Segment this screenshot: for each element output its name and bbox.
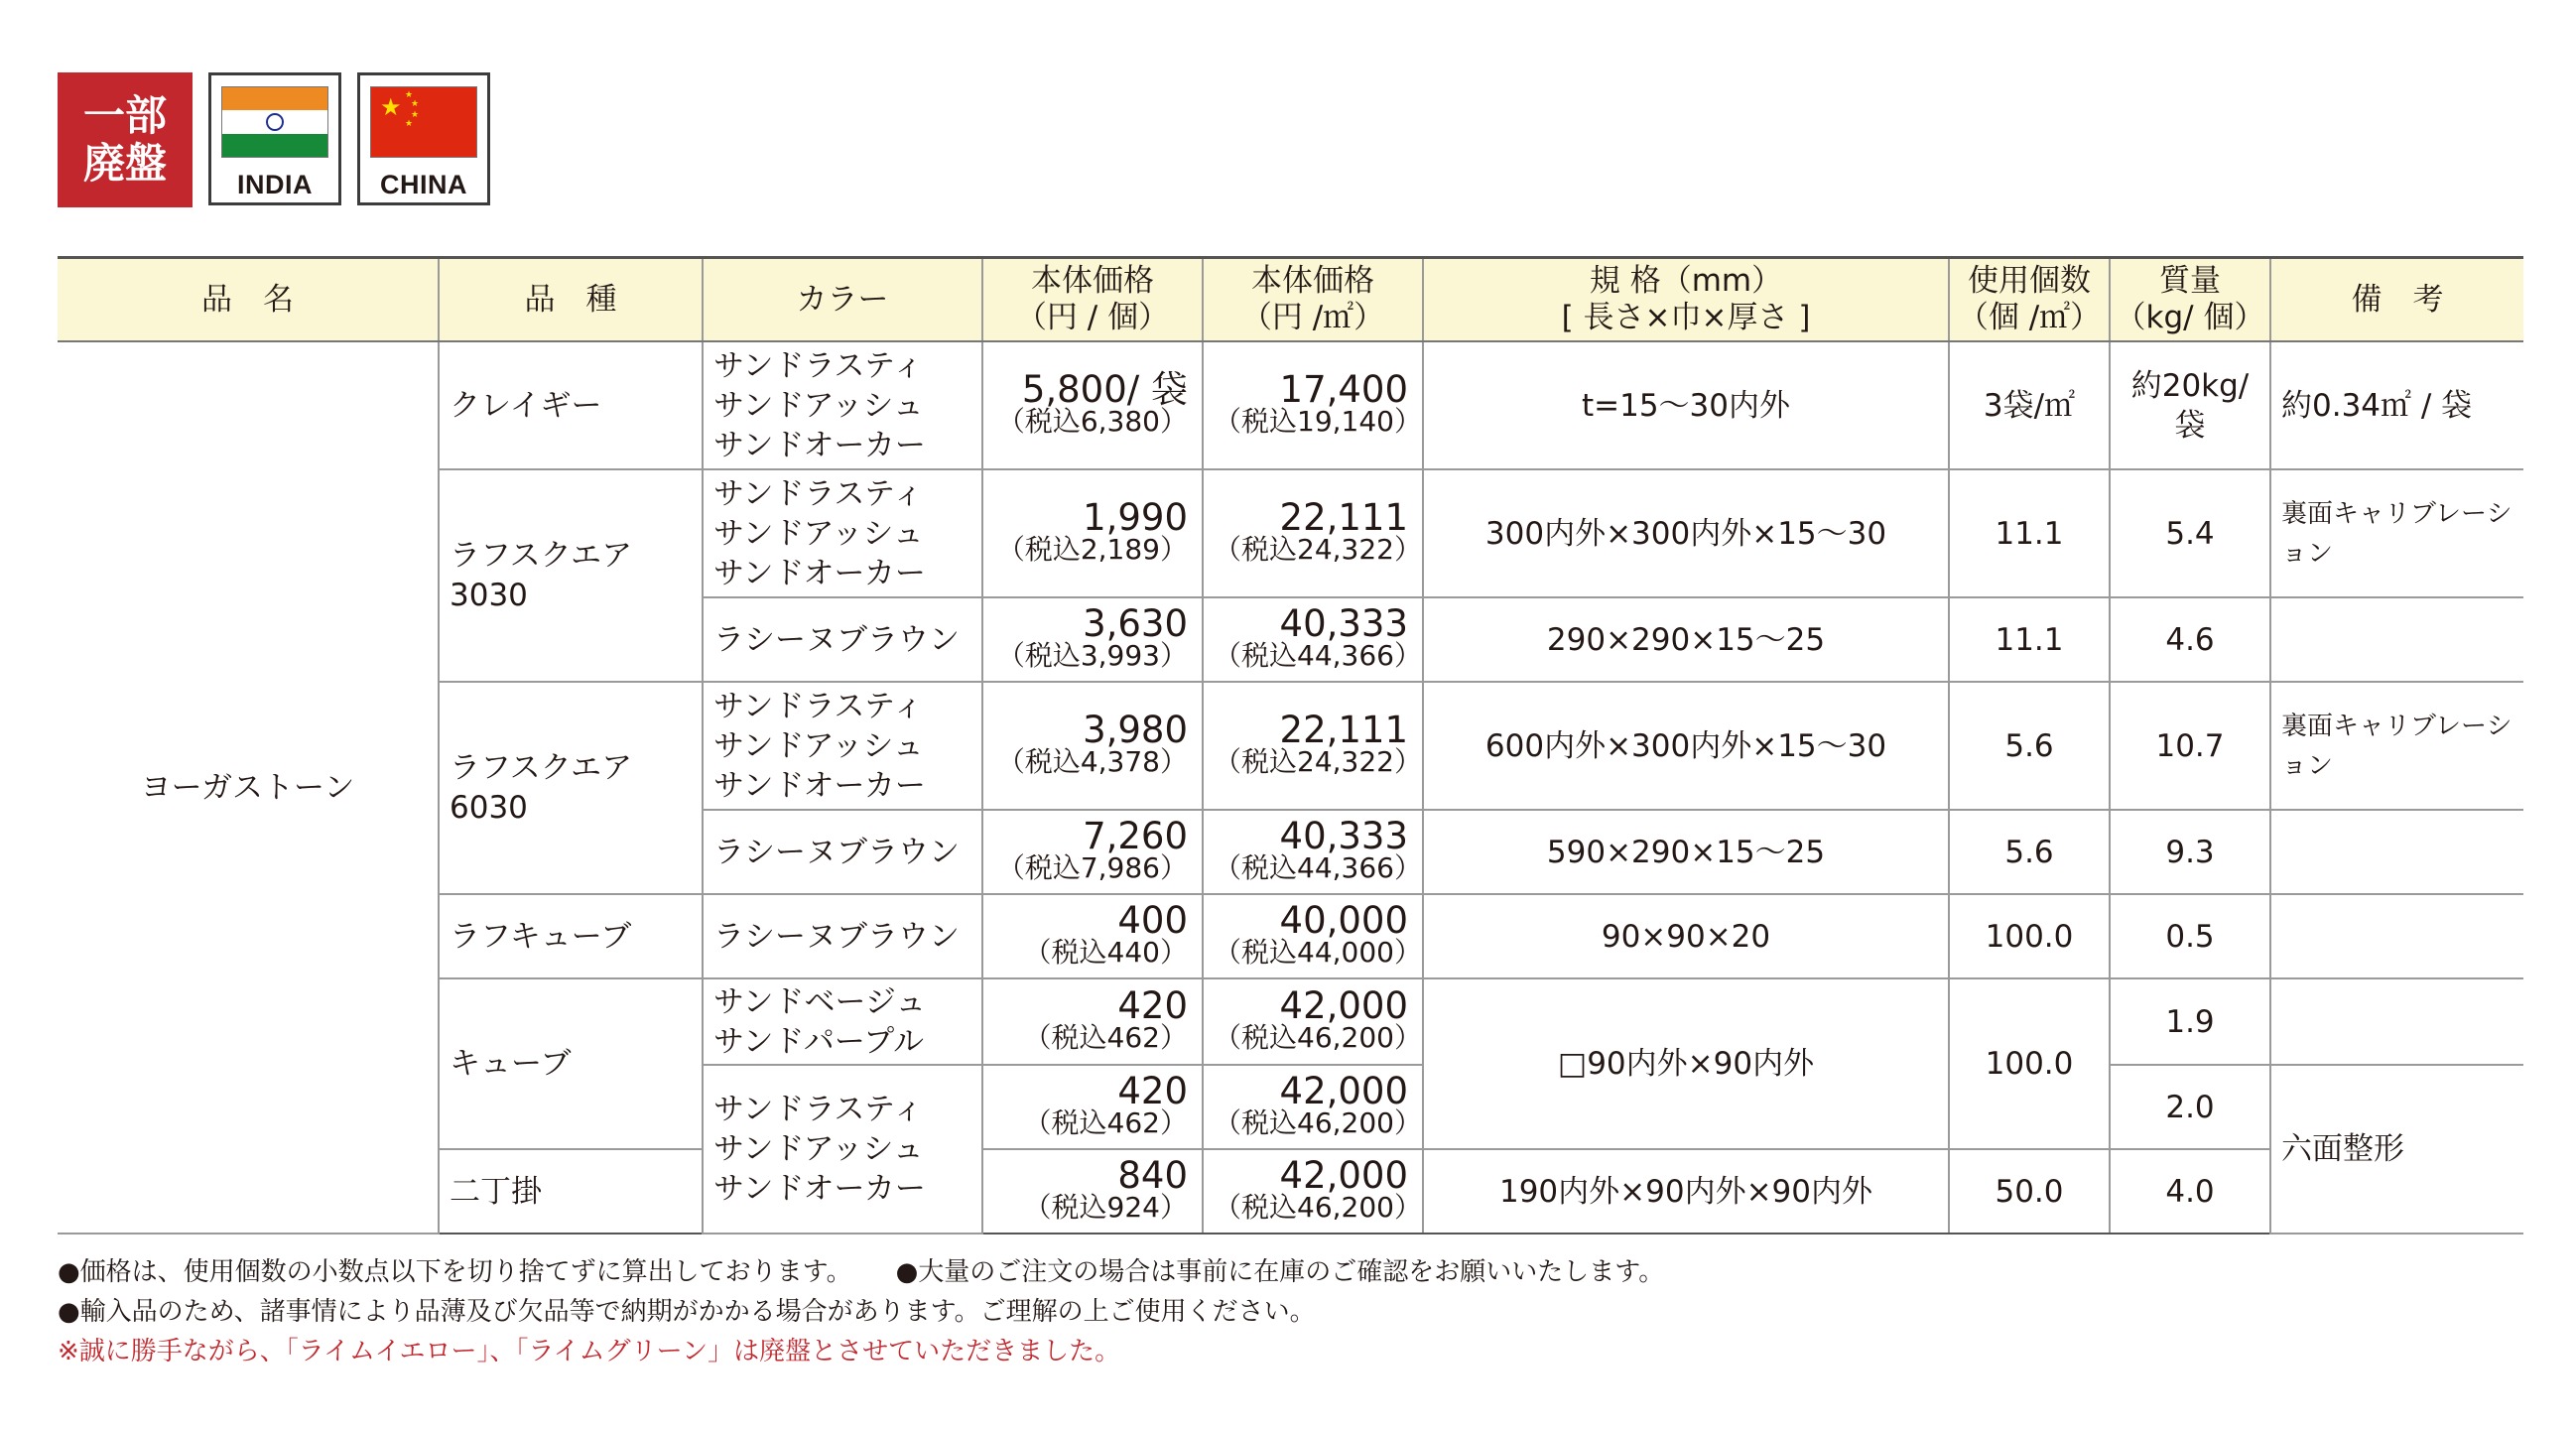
unit-price-cell: 400 （税込440） [982, 894, 1203, 978]
product-name-cell: ヨーガストーン [58, 341, 439, 1234]
remarks-cell [2270, 810, 2523, 894]
variety-cell: ラフスクエア 6030 [439, 682, 703, 894]
remarks-cell: 裏面キャリブレーション [2270, 682, 2523, 810]
remarks-cell: 六面整形 [2270, 1065, 2523, 1234]
footnote-line-1 [58, 1252, 1664, 1292]
weight-cell: 4.6 [2110, 597, 2270, 682]
remarks-cell [2270, 978, 2523, 1065]
footnote-import: ●輸入品のため、諸事情により品薄及び欠品等で納期がかかる場合があります。ご理解の上ご使用ください。 [58, 1297, 1316, 1327]
usage-cell: 11.1 [1949, 597, 2110, 682]
india-origin-badge [208, 72, 341, 205]
sqm-price-cell: 42,000 （税込46,200） [1203, 978, 1423, 1065]
variety-cell: キューブ [439, 978, 703, 1149]
sqm-price-cell: 42,000 （税込46,200） [1203, 1065, 1423, 1149]
variety-cell: 二丁掛 [439, 1149, 703, 1234]
spec-cell: 90×90×20 [1423, 894, 1949, 978]
discontinued-badge [58, 72, 193, 207]
usage-cell: 50.0 [1949, 1149, 2110, 1234]
price-table [58, 256, 2523, 1234]
unit-price-cell: 5,800/ 袋 （税込6,380） [982, 341, 1203, 469]
footnotes [58, 1252, 1664, 1371]
spec-cell: 190内外×90内外×90内外 [1423, 1149, 1949, 1234]
usage-cell: 100.0 [1949, 978, 2110, 1149]
weight-cell: 2.0 [2110, 1065, 2270, 1149]
footnote-discontinued: ※誠に勝手ながら、「ライムイエロー」、「ライムグリーン」は廃盤とさせていただきました。 [58, 1337, 1121, 1366]
header-remarks: 備 考 [2270, 258, 2523, 342]
unit-price-cell: 420 （税込462） [982, 978, 1203, 1065]
remarks-cell [2270, 597, 2523, 682]
color-cell: サンドラスティ サンドアッシュ サンドオーカー [703, 682, 982, 810]
unit-price-cell: 420 （税込462） [982, 1065, 1203, 1149]
badge-group [58, 72, 490, 207]
variety-cell: ラフキューブ [439, 894, 703, 978]
spec-cell: □90内外×90内外 [1423, 978, 1949, 1149]
usage-cell: 5.6 [1949, 810, 2110, 894]
sqm-price-cell: 22,111 （税込24,322） [1203, 469, 1423, 597]
weight-cell: 5.4 [2110, 469, 2270, 597]
spec-cell: 600内外×300内外×15〜30 [1423, 682, 1949, 810]
unit-price-cell: 3,630 （税込3,993） [982, 597, 1203, 682]
color-cell: ラシーヌブラウン [703, 597, 982, 682]
header-color: カラー [703, 258, 982, 342]
footnote-price-calc: ●価格は、使用個数の小数点以下を切り捨てずに算出しております。 [58, 1257, 852, 1287]
table-header-row [58, 258, 2523, 342]
weight-cell: 4.0 [2110, 1149, 2270, 1234]
sqm-price-cell: 40,000 （税込44,000） [1203, 894, 1423, 978]
spec-cell: 300内外×300内外×15〜30 [1423, 469, 1949, 597]
header-spec: 規 格（mm） [ 長さ×巾×厚さ ] [1423, 258, 1949, 342]
sqm-price-cell: 40,333 （税込44,366） [1203, 810, 1423, 894]
remarks-cell: 裏面キャリブレーション [2270, 469, 2523, 597]
table-row [58, 341, 2523, 469]
unit-price-cell: 840 （税込924） [982, 1149, 1203, 1234]
header-product-name: 品 名 [58, 258, 439, 342]
weight-cell: 約20kg/袋 [2110, 341, 2270, 469]
weight-cell: 0.5 [2110, 894, 2270, 978]
color-cell: ラシーヌブラウン [703, 810, 982, 894]
spec-cell: t=15〜30内外 [1423, 341, 1949, 469]
india-label: INDIA [237, 170, 313, 199]
header-variety: 品 種 [439, 258, 703, 342]
remarks-cell: 約0.34㎡ / 袋 [2270, 341, 2523, 469]
header-weight: 質量 （kg/ 個） [2110, 258, 2270, 342]
unit-price-cell: 1,990 （税込2,189） [982, 469, 1203, 597]
china-origin-badge [357, 72, 490, 205]
weight-cell: 10.7 [2110, 682, 2270, 810]
sqm-price-cell: 17,400 （税込19,140） [1203, 341, 1423, 469]
sqm-price-cell: 22,111 （税込24,322） [1203, 682, 1423, 810]
color-cell: サンドラスティ サンドアッシュ サンドオーカー [703, 1065, 982, 1234]
spec-cell: 590×290×15〜25 [1423, 810, 1949, 894]
sqm-price-cell: 40,333 （税込44,366） [1203, 597, 1423, 682]
sqm-price-cell: 42,000 （税込46,200） [1203, 1149, 1423, 1234]
variety-cell: ラフスクエア 3030 [439, 469, 703, 682]
china-flag-icon: ★ ★ ★ ★ ★ [370, 86, 477, 158]
unit-price-cell: 7,260 （税込7,986） [982, 810, 1203, 894]
color-cell: サンドラスティ サンドアッシュ サンドオーカー [703, 469, 982, 597]
remarks-cell [2270, 894, 2523, 978]
usage-cell: 5.6 [1949, 682, 2110, 810]
discontinued-badge-line2: 廃盤 [82, 139, 167, 188]
weight-cell: 9.3 [2110, 810, 2270, 894]
color-cell: サンドラスティ サンドアッシュ サンドオーカー [703, 341, 982, 469]
usage-cell: 11.1 [1949, 469, 2110, 597]
unit-price-cell: 3,980 （税込4,378） [982, 682, 1203, 810]
weight-cell: 1.9 [2110, 978, 2270, 1065]
india-flag-icon [221, 86, 328, 158]
usage-cell: 3袋/㎡ [1949, 341, 2110, 469]
header-unit-price: 本体価格 （円 / 個） [982, 258, 1203, 342]
china-label: CHINA [380, 170, 467, 199]
header-sqm-price: 本体価格 （円 /㎡） [1203, 258, 1423, 342]
usage-cell: 100.0 [1949, 894, 2110, 978]
spec-cell: 290×290×15〜25 [1423, 597, 1949, 682]
header-usage: 使用個数 （個 /㎡） [1949, 258, 2110, 342]
footnote-bulk-order: ●大量のご注文の場合は事前に在庫のご確認をお願いいたします。 [895, 1257, 1665, 1287]
discontinued-badge-line1: 一部 [82, 91, 167, 140]
color-cell: サンドベージュ サンドパープル [703, 978, 982, 1065]
color-cell: ラシーヌブラウン [703, 894, 982, 978]
variety-cell: クレイギー [439, 341, 703, 469]
